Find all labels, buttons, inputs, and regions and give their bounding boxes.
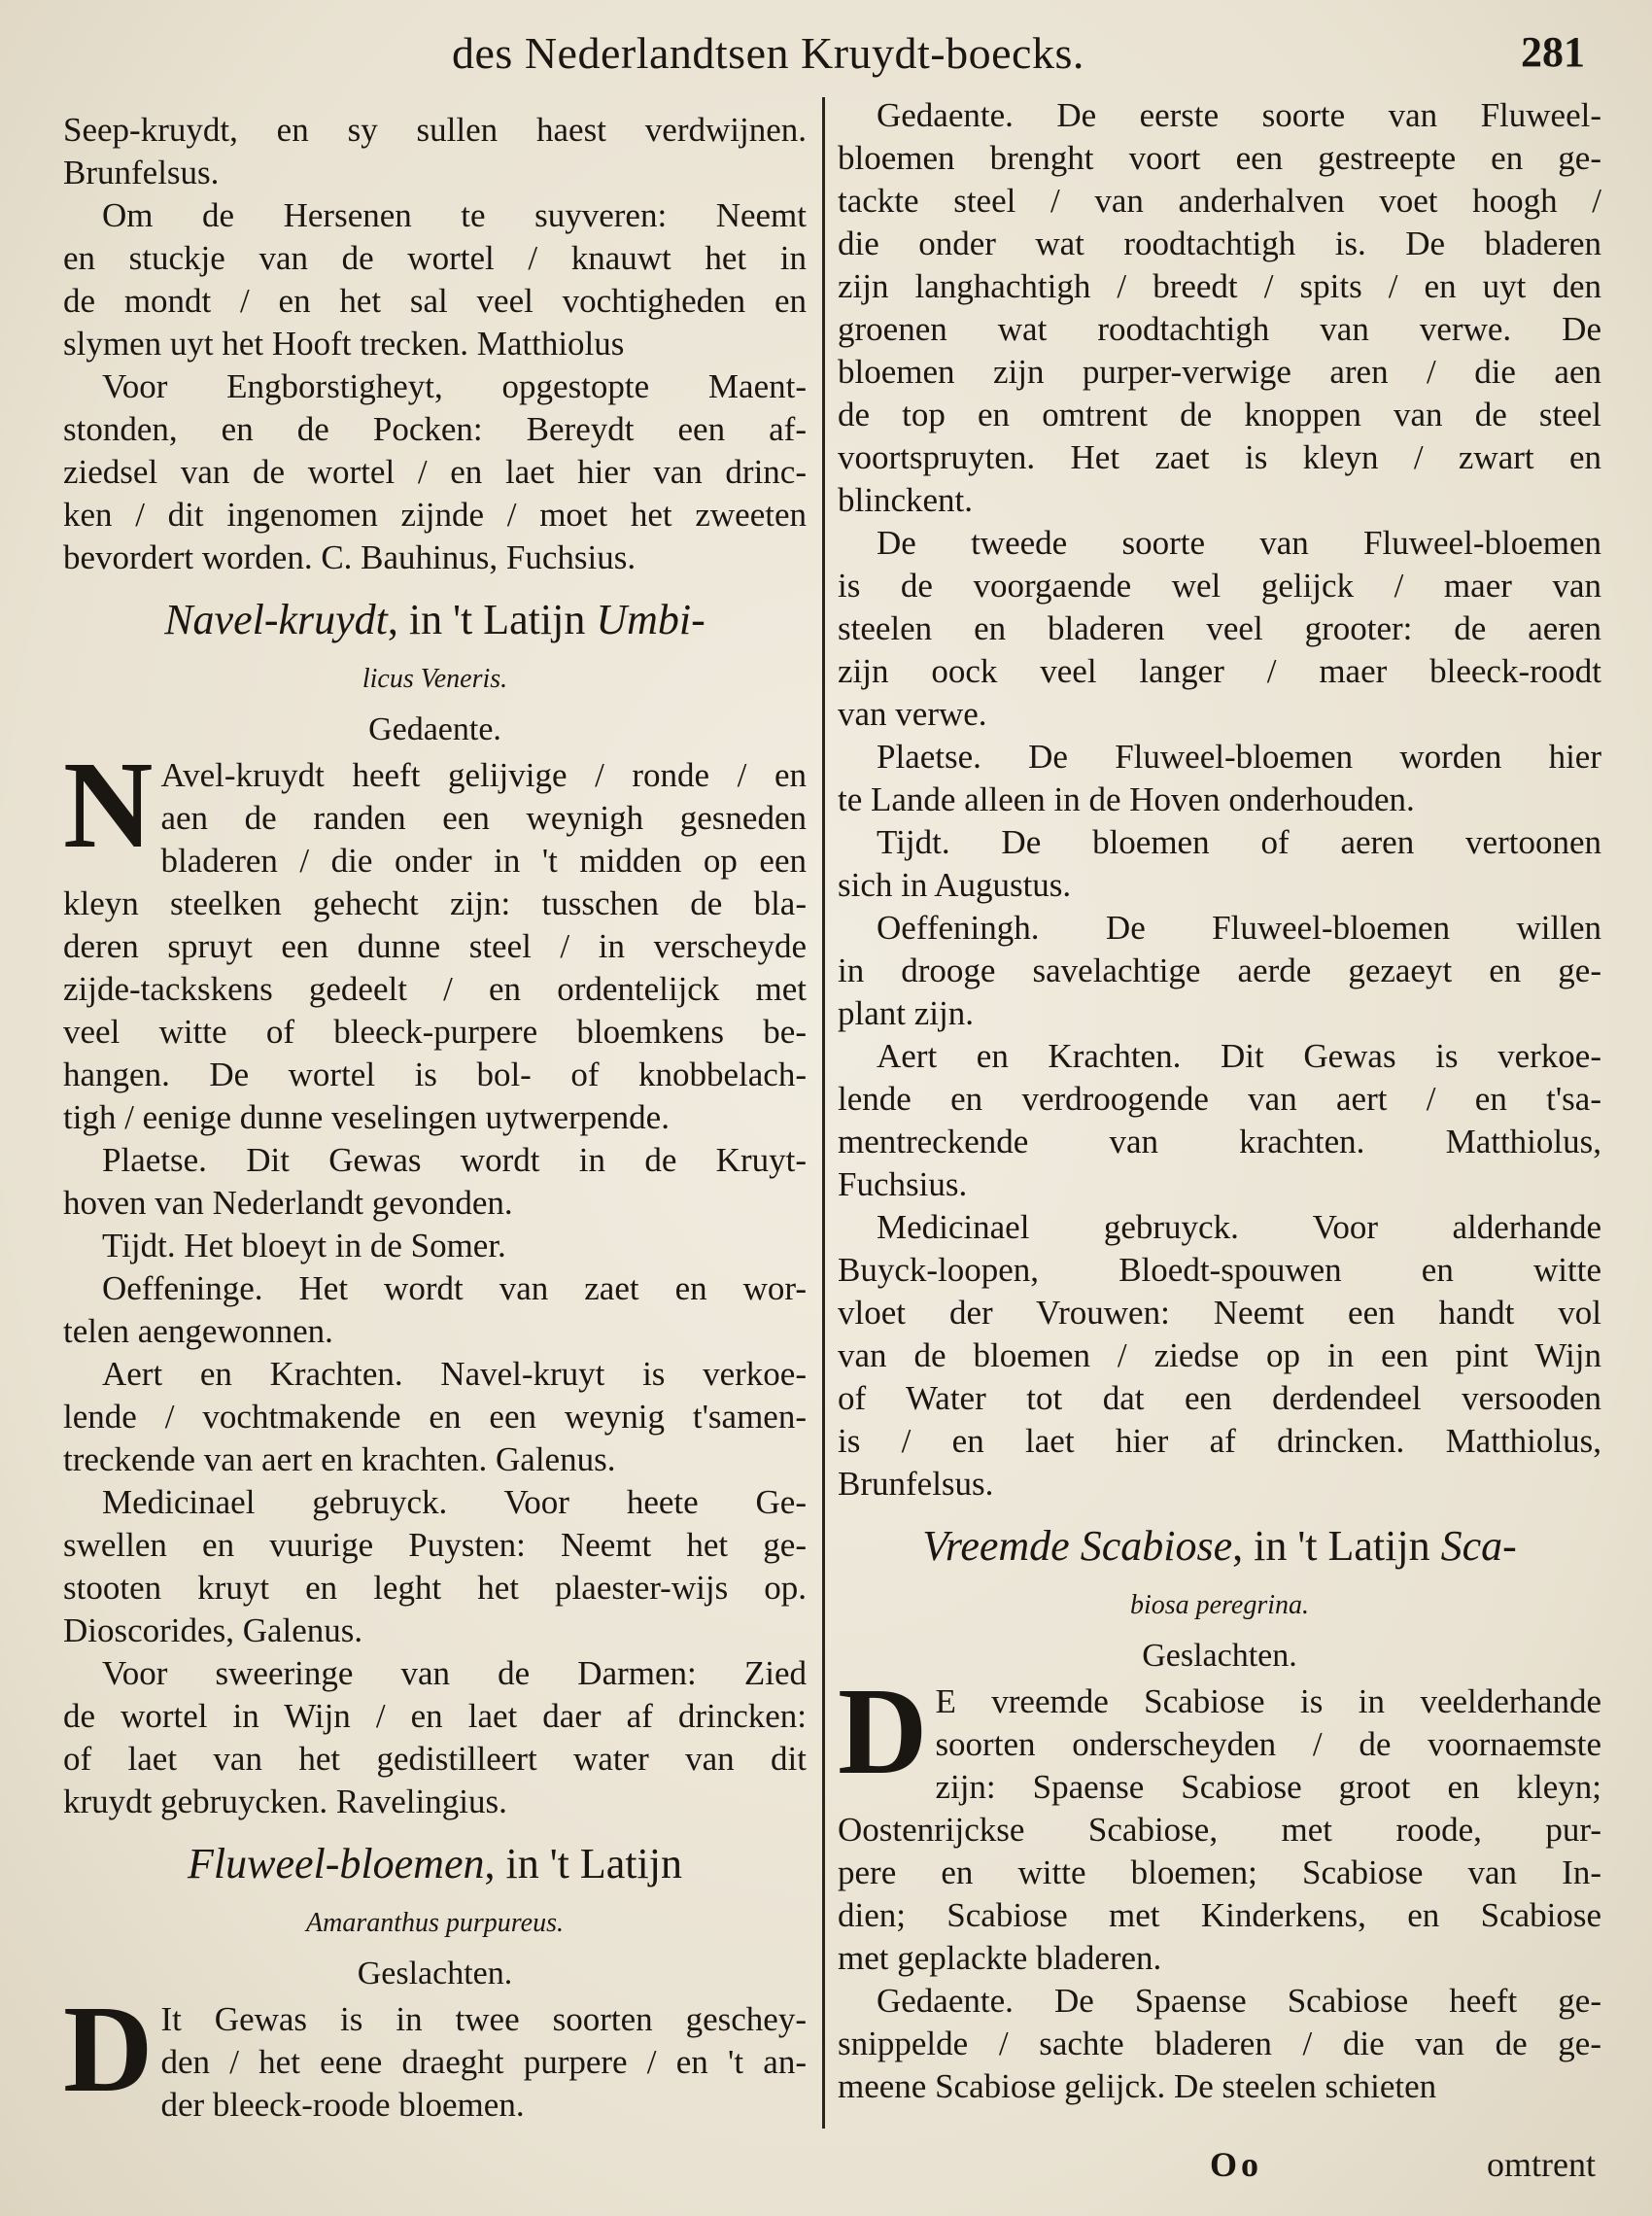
paragraph (838, 522, 1601, 736)
drop-cap-initial: D (838, 1662, 928, 1800)
text-line: Aert en Krachten. Navel-kruyt is verkoe- (102, 1355, 807, 1393)
text-line: mentreckende van krachten. Matthiolus, (838, 1123, 1601, 1160)
latin-name-continuation: licus Veneris. (361, 664, 508, 694)
text-line: Oeffeningh. De Fluweel-bloemen willen (877, 909, 1601, 947)
text-line: bloemen zijn purper-verwige aren / die aen (838, 353, 1601, 391)
page-number: 281 (1521, 28, 1585, 76)
paragraph (63, 1652, 807, 1823)
text-line: of laet van het gedistilleert water van dit (63, 1740, 807, 1778)
text-line: Brunfelsus. (838, 1465, 994, 1503)
paragraph (63, 1980, 807, 2127)
text-line: hangen. De wortel is bol- of knobbelach- (63, 1056, 807, 1093)
text-line: zijn langhachtigh / breedt / spits / en uyt den (838, 267, 1601, 305)
text-line: Buyck-loopen, Bloedt-spouwen en witte (838, 1251, 1601, 1289)
text-line: dien; Scabiose met Kinderkens, en Scabiose (838, 1896, 1601, 1934)
text-line: Brunfelsus. (63, 154, 220, 191)
text-line: Plaetse. Dit Gewas wordt in de Kruyt- (102, 1141, 807, 1179)
paragraph (63, 109, 807, 194)
text-line: blinckent. (838, 481, 973, 519)
text-line: plant zijn. (838, 994, 974, 1032)
text-line: der bleeck-roode bloemen. (160, 2086, 525, 2124)
right-column (838, 94, 1601, 2108)
column-divider-rule (822, 97, 825, 2129)
text-line: Medicinael gebruyck. Voor alderhande (877, 1208, 1601, 1246)
text-line: Voor sweeringe van de Darmen: Zied (102, 1654, 807, 1692)
left-column (63, 109, 807, 2127)
text-line: Avel-kruydt heeft gelijvige / ronde / en (160, 756, 807, 794)
text-line: bladeren / die onder in 't midden op een (160, 842, 807, 880)
catchword: omtrent (1487, 2145, 1596, 2184)
text-line: zijn: Spaense Scabiose groot en kleyn; (935, 1768, 1601, 1806)
heading-part: , in 't Latijn (387, 596, 597, 643)
heading-part: Umbi- (596, 596, 706, 643)
text-line: Oeffeninge. Het wordt van zaet en wor- (102, 1269, 807, 1307)
text-line: Plaetse. De Fluweel-bloemen worden hier (877, 738, 1601, 776)
text-line: zijde-tackskens gedeelt / en ordentelijck met (63, 970, 807, 1008)
paragraph (838, 1980, 1601, 2108)
text-line: kruydt gebruycken. Ravelingius. (63, 1783, 507, 1820)
text-line: Dioscorides, Galenus. (63, 1611, 363, 1649)
paragraph (838, 1662, 1601, 1980)
drop-cap-initial: N (63, 736, 154, 874)
heading-part: Vreemde Scabiose (922, 1522, 1233, 1570)
text-line: met geplackte bladeren. (838, 1939, 1162, 1977)
text-line: De tweede soorte van Fluweel-bloemen (877, 524, 1601, 562)
latin-name-continuation: Amaranthus purpureus. (306, 1908, 564, 1938)
text-line: vloet der Vrouwen: Neemt een handt vol (838, 1294, 1601, 1332)
text-line: hoven van Nederlandt gevonden. (63, 1184, 513, 1222)
text-line: de top en omtrent de knoppen van de steel (838, 396, 1601, 433)
paragraph (63, 1267, 807, 1353)
text-line: slymen uyt het Hooft trecken. Matthiolus (63, 325, 625, 363)
text-line: bevordert worden. C. Bauhinus, Fuchsius. (63, 538, 637, 576)
text-line: steelen en bladeren veel grooter: de aeren (838, 609, 1601, 647)
text-line: den / het eene draeght purpere / en 't an- (160, 2043, 807, 2081)
text-line: lende / vochtmakende en een weynig t'samen- (63, 1398, 807, 1436)
text-line: Oostenrijckse Scabiose, met roode, pur- (838, 1811, 1601, 1849)
paragraph (63, 365, 807, 579)
paragraph (63, 1225, 807, 1267)
text-line: It Gewas is in twee soorten geschey- (160, 2000, 807, 2038)
text-line: van verwe. (838, 695, 987, 733)
text-line: swellen en vuurige Puysten: Neemt het ge- (63, 1526, 807, 1564)
text-line: te Lande alleen in de Hoven onderhouden. (838, 780, 1415, 818)
text-line: bloemen brenght voort een gestreepte en ge- (838, 139, 1601, 177)
text-line: groenen wat roodtachtigh van verwe. De (838, 310, 1601, 348)
running-title: des Nederlandtsen Kruydt-boecks. (452, 28, 1084, 78)
text-line: stonden, en de Pocken: Bereydt een af- (63, 410, 807, 448)
heading-part: Sca- (1440, 1522, 1517, 1570)
text-line: Medicinael gebruyck. Voor heete Ge- (102, 1483, 807, 1521)
text-line: is de voorgaende wel gelijck / maer van (838, 567, 1601, 605)
text-line: snippelde / sachte bladeren / die van de ge- (838, 2025, 1601, 2062)
paragraph (838, 1035, 1601, 1206)
signature-mark: Oo (1210, 2145, 1263, 2184)
paragraph (838, 736, 1601, 821)
text-line: Fuchsius. (838, 1165, 968, 1203)
text-line: soorten onderscheyden / de voornaemste (935, 1725, 1601, 1763)
page-footer (0, 2144, 1652, 2193)
drop-cap-initial: D (63, 1980, 154, 2118)
paragraph (63, 1353, 807, 1481)
paragraph (63, 736, 807, 1139)
paragraph (838, 94, 1601, 522)
text-line: treckende van aert en krachten. Galenus. (63, 1440, 616, 1478)
text-line: Voor Engborstigheyt, opgestopte Maent- (102, 367, 807, 405)
text-line: stooten kruyt en leght het plaester-wijs op. (63, 1569, 807, 1607)
text-line: van de bloemen / ziedse op in een pint Wijn (838, 1336, 1601, 1374)
text-line: Gedaente. De Spaense Scabiose heeft ge- (877, 1982, 1601, 2020)
text-line: tigh / eenige dunne veselingen uytwerpende. (63, 1098, 670, 1136)
text-line: sich in Augustus. (838, 866, 1072, 904)
text-line: en stuckje van de wortel / knauwt het in (63, 239, 807, 277)
text-line: aen de randen een weynigh gesneden (160, 799, 807, 837)
text-line: Tijdt. De bloemen of aeren vertoonen (877, 823, 1601, 861)
subsection-heading: Geslachten. (357, 1956, 513, 1991)
text-line: is / en laet hier af drincken. Matthiolus, (838, 1422, 1601, 1460)
section-heading (63, 587, 807, 653)
subsection-heading: Geslachten. (1142, 1638, 1297, 1674)
section-heading (838, 1513, 1601, 1579)
paragraph (63, 1139, 807, 1225)
text-line: de mondt / en het sal veel vochtigheden en (63, 282, 807, 320)
paragraph (63, 1481, 807, 1652)
paragraph (838, 1206, 1601, 1506)
heading-part: , in 't Latijn (1232, 1522, 1441, 1570)
text-line: E vreemde Scabiose is in veelderhande (935, 1682, 1601, 1720)
paragraph (838, 907, 1601, 1035)
latin-name-continuation: biosa peregrina. (1129, 1590, 1310, 1620)
text-line: de wortel in Wijn / en laet daer af drincken: (63, 1697, 807, 1735)
paragraph (63, 194, 807, 365)
text-line: Om de Hersenen te suyveren: Neemt (102, 196, 807, 234)
heading-part: Navel-kruydt (164, 596, 388, 643)
text-line: ziedsel van de wortel / en laet hier van drinc- (63, 453, 807, 491)
text-line: Aert en Krachten. Dit Gewas is verkoe- (877, 1037, 1601, 1075)
text-line: tackte steel / van anderhalven voet hoogh / (838, 182, 1601, 220)
text-line: lende en verdroogende van aert / en t'sa- (838, 1080, 1601, 1118)
text-line: Tijdt. Het bloeyt in de Somer. (102, 1227, 506, 1264)
text-line: of Water tot dat een derdendeel versooden (838, 1379, 1601, 1417)
text-line: ken / dit ingenomen zijnde / moet het zweeten (63, 496, 807, 534)
text-line: voortspruyten. Het zaet is kleyn / zwart en (838, 438, 1601, 476)
text-line: veel witte of bleeck-purpere bloemkens be- (63, 1013, 807, 1051)
text-line: kleyn steelken gehecht zijn: tusschen de bla- (63, 884, 807, 922)
running-header (0, 27, 1652, 86)
text-line: pere en witte bloemen; Scabiose van In- (838, 1853, 1601, 1891)
text-line: telen aengewonnen. (63, 1312, 333, 1350)
text-line: zijn oock veel langer / maer bleeck-roodt (838, 652, 1601, 690)
paragraph (838, 821, 1601, 907)
text-line: Seep-kruydt, en sy sullen haest verdwijnen. (63, 111, 807, 149)
text-line: die onder wat roodtachtigh is. De bladeren (838, 225, 1601, 262)
heading-part: , in 't Latijn (484, 1840, 682, 1887)
subsection-heading: Gedaente. (368, 711, 501, 747)
text-line: in drooge savelachtige aerde gezaeyt en ge- (838, 952, 1601, 989)
text-line: Gedaente. De eerste soorte van Fluweel- (877, 96, 1601, 134)
section-heading (63, 1831, 807, 1897)
text-line: meene Scabiose gelijck. De steelen schieten (838, 2067, 1437, 2105)
heading-part: Fluweel-bloemen (188, 1840, 485, 1887)
text-line: deren spruyt een dunne steel / in verscheyde (63, 927, 807, 965)
